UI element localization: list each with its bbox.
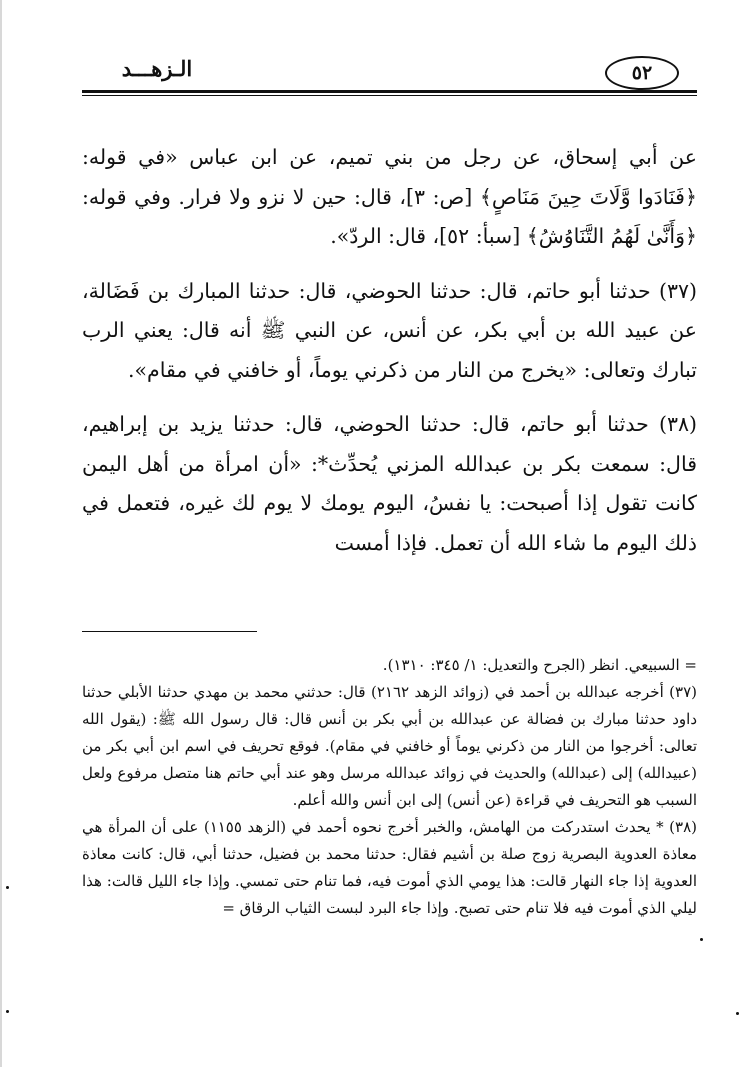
running-title: الـزهـــد: [121, 56, 193, 81]
main-text: [82, 138, 697, 578]
page-edge-shadow: [0, 0, 2, 1067]
footnote-37: (٣٧) أخرجه عبدالله بن أحمد في (زوائد الزهد ٢١٦٢) قال: حدثني محمد بن مهدي حدثنا الأبلي حدثنا داود حدثنا مبارك بن فضالة عن عبدالله بن أبي بكر بن أنس قال: قال رسول الله ﷺ: (يقول الله تعالى: أخرجوا من النار من ذكرني يوماً أو خافني في مقام). فوقع تحريف في اسم ابن أبي بكر من (عبيدالله) إلى (عبدالله) والحديث في زوائد عبدالله مرسل وهو عند أبي حاتم هنا متصل مرفوع ولعل السبب هو التحريف في قراءة (عن أنس) إلى ابن أنس والله أعلم.: [82, 683, 697, 809]
footnote-separator: [82, 631, 257, 632]
header-rule-thin: [82, 95, 697, 96]
paragraph-intro: عن أبي إسحاق، عن رجل من بني تميم، عن ابن عباس «في قوله: ﴿فَنَادَوا وَّلَاتَ حِينَ مَنَاصٍ﴾ [ص: ٣]، قال: حين لا نزو ولا فرار. وفي قوله: ﴿وَأَنَّىٰ لَهُمُ التَّنَاوُشُ﴾ [سبأ: ٥٢]، قال: الردّ».: [82, 145, 697, 248]
footnote-continuation: = السبيعي. انظر (الجرح والتعديل: ١/ ٣٤٥: ١٣١٠).: [382, 656, 697, 674]
margin-dot: [736, 1012, 739, 1015]
header-rule-thick: [82, 90, 697, 93]
margin-dot: [6, 886, 9, 889]
page-number: ٥٢: [605, 56, 679, 90]
margin-dot: [6, 1010, 9, 1013]
footnotes: [82, 652, 697, 922]
margin-dot: [700, 938, 703, 941]
page-header: [82, 52, 697, 92]
footnote-38: (٣٨) * يحدث استدركت من الهامش، والخبر أخرج نحوه أحمد في (الزهد ١١٥٥) على أن المرأة هي معاذة العدوية البصرية زوج صلة بن أشيم فقال: حدثنا محمد بن فضيل، حدثنا أبي، قال: كانت معاذة العدوية إذا جاء النهار قالت: هذا يومي الذي أموت فيه، فما تنام حتى تمسي. وإذا جاء الليل قالت: هذا ليلي الذي أموت فيه فلا تنام حتى تصبح. وإذا جاء البرد لبست الثياب الرقاق =: [82, 818, 697, 917]
paragraph-hadith-37: (٣٧) حدثنا أبو حاتم، قال: حدثنا الحوضي، قال: حدثنا المبارك بن فَضَالة، عن عبيد الله بن أبي بكر، عن أنس، عن النبي ﷺ أنه قال: يعني الرب تبارك وتعالى: «يخرج من النار من ذكرني يوماً، أو خافني في مقام».: [82, 278, 697, 382]
paragraph-hadith-38: (٣٨) حدثنا أبو حاتم، قال: حدثنا الحوضي، قال: حدثنا يزيد بن إبراهيم، قال: سمعت بكر بن عبدالله المزني يُحدِّث*: «أن امرأة من أهل اليمن كانت تقول إذا أصبحت: يا نفسُ، اليوم يومك لا يوم لك غيره، فتعمل في ذلك اليوم ما شاء الله أن تعمل. فإذا أمست: [82, 412, 697, 555]
